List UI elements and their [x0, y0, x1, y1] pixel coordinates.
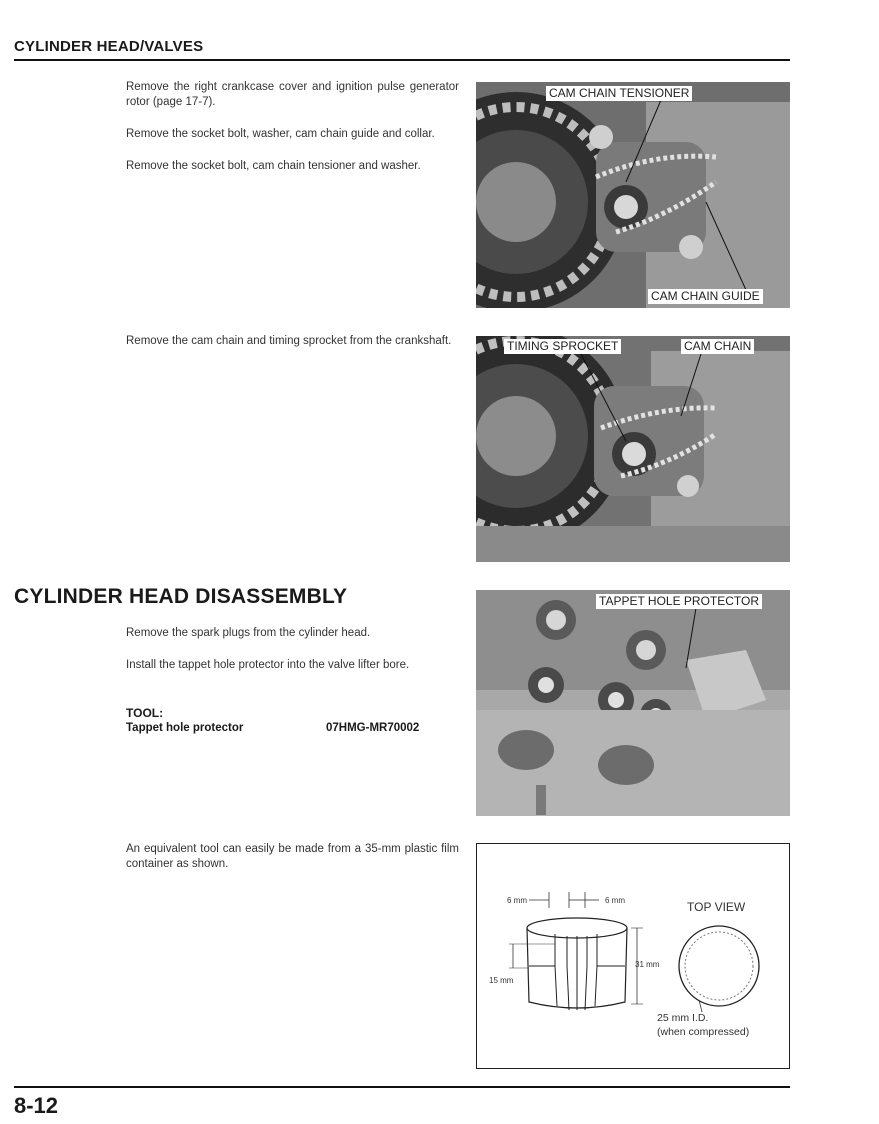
- photo-timing-sprocket: [476, 336, 790, 562]
- header-rule: [14, 59, 790, 61]
- compressed-note: (when compressed): [657, 1026, 750, 1038]
- page-number: 8-12: [14, 1093, 59, 1118]
- tool-name: Tappet hole protector: [126, 722, 244, 734]
- callout-timing-sprocket: TIMING SPROCKET: [504, 339, 621, 354]
- film-container-diagram: [476, 843, 790, 1069]
- section-heading: CYLINDER HEAD DISASSEMBLY: [14, 585, 348, 608]
- step-remove-tensioner: Remove the socket bolt, cam chain tensioner and washer.: [126, 160, 421, 172]
- equivalent-tool-note: An equivalent tool can easily be made from a 35-mm plastic film container as shown.: [126, 843, 459, 870]
- engine-photo-graphic: [476, 82, 790, 308]
- top-view-label: TOP VIEW: [687, 900, 746, 914]
- cylinder-head-photo-graphic: [476, 590, 790, 816]
- callout-tappet-hole-protector: TAPPET HOLE PROTECTOR: [596, 594, 762, 609]
- dim-right-width: 6 mm: [605, 896, 625, 905]
- section-title: CYLINDER HEAD/VALVES: [14, 38, 204, 55]
- footer-rule: [14, 1086, 790, 1088]
- step-remove-cam-chain-guide: Remove the socket bolt, washer, cam chain guide and collar.: [126, 128, 435, 140]
- step-install-protector: Install the tappet hole protector into the valve lifter bore.: [126, 659, 410, 671]
- step-remove-spark-plugs: Remove the spark plugs from the cylinder head.: [126, 627, 371, 639]
- dim-height: 31 mm: [635, 960, 660, 969]
- photo-cam-chain-tensioner: [476, 82, 790, 308]
- tool-label: TOOL:: [126, 706, 164, 720]
- dim-left-width: 6 mm: [507, 896, 527, 905]
- callout-cam-chain-tensioner: CAM CHAIN TENSIONER: [546, 86, 692, 101]
- photo-tappet-hole-protector: [476, 590, 790, 816]
- inner-diameter-label: 25 mm I.D.: [657, 1012, 709, 1024]
- callout-cam-chain: CAM CHAIN: [681, 339, 754, 354]
- tool-number: 07HMG-MR70002: [326, 722, 420, 734]
- dim-slot-depth: 15 mm: [489, 976, 514, 985]
- engine-photo-graphic: [476, 336, 790, 562]
- step-remove-cam-chain: Remove the cam chain and timing sprocket from the crankshaft.: [126, 335, 452, 347]
- step-remove-crankcase-cover: Remove the right crankcase cover and ignition pulse generator rotor (page 17-7).: [126, 81, 459, 108]
- callout-cam-chain-guide: CAM CHAIN GUIDE: [648, 289, 763, 304]
